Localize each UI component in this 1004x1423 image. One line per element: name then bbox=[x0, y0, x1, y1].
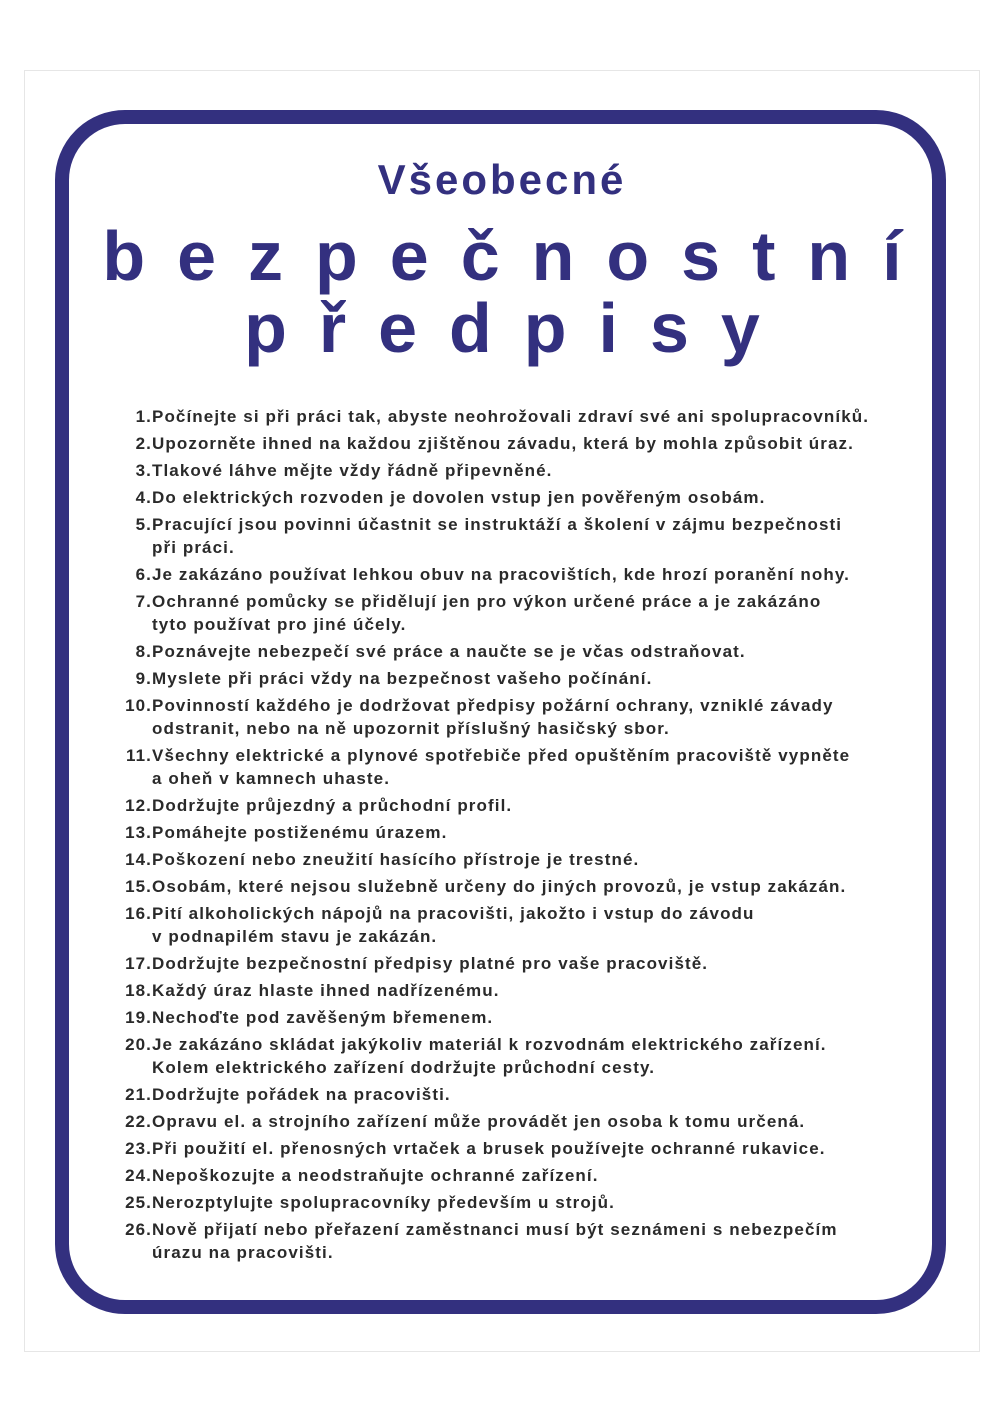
title-line-1: Všeobecné bbox=[377, 156, 627, 203]
rule-item-7 bbox=[114, 590, 934, 636]
rule-number: 8. bbox=[135, 642, 152, 661]
rule-text: Poznávejte nebezpečí své práce a naučte se je včas odstraňovat. bbox=[152, 642, 746, 661]
rule-item-3 bbox=[114, 459, 934, 482]
rule-item-13 bbox=[114, 821, 934, 844]
rule-item-6 bbox=[114, 563, 934, 586]
rule-text: Každý úraz hlaste ihned nadřízenému. bbox=[152, 981, 500, 1000]
rule-text: Je zakázáno skládat jakýkoliv materiál k rozvodnám elektrického zařízení. Kolem elektrického zařízení dodržujte průchodní cesty. bbox=[152, 1035, 827, 1077]
rule-item-21 bbox=[114, 1083, 934, 1106]
rule-text: Počínejte si při práci tak, abyste neohrožovali zdraví své ani spolupracovníků. bbox=[152, 407, 870, 426]
rule-number: 12. bbox=[125, 796, 152, 815]
rule-item-2 bbox=[114, 432, 934, 455]
rule-item-11 bbox=[114, 744, 934, 790]
rule-number: 4. bbox=[135, 488, 152, 507]
rule-number: 14. bbox=[125, 850, 152, 869]
rule-item-17 bbox=[114, 952, 934, 975]
rule-text: Při použití el. přenosných vrtaček a brusek používejte ochranné rukavice. bbox=[152, 1139, 826, 1158]
rule-number: 16. bbox=[125, 904, 152, 923]
rule-text: Nechoďte pod zavěšeným břemenem. bbox=[152, 1008, 494, 1027]
rule-item-4 bbox=[114, 486, 934, 509]
rule-item-14 bbox=[114, 848, 934, 871]
rule-number: 26. bbox=[125, 1220, 152, 1239]
rule-text: Nerozptylujte spolupracovníky především u strojů. bbox=[152, 1193, 615, 1212]
rule-number: 5. bbox=[135, 515, 152, 534]
rule-item-18 bbox=[114, 979, 934, 1002]
rule-item-22 bbox=[114, 1110, 934, 1133]
rule-number: 18. bbox=[125, 981, 152, 1000]
rule-text: Je zakázáno používat lehkou obuv na pracovištích, kde hrozí poranění nohy. bbox=[152, 565, 850, 584]
rule-number: 10. bbox=[125, 696, 152, 715]
rule-number: 24. bbox=[125, 1166, 152, 1185]
rule-item-10 bbox=[114, 694, 934, 740]
rule-item-16 bbox=[114, 902, 934, 948]
rule-text: Dodržujte bezpečnostní předpisy platné pro vaše pracoviště. bbox=[152, 954, 709, 973]
rule-number: 1. bbox=[135, 407, 152, 426]
title-line-2: bezpečnostní bbox=[102, 217, 934, 295]
rule-item-24 bbox=[114, 1164, 934, 1187]
rule-item-15 bbox=[114, 875, 934, 898]
rule-text: Poškození nebo zneužití hasícího přístroje je trestné. bbox=[152, 850, 640, 869]
rule-text: Pomáhejte postiženému úrazem. bbox=[152, 823, 448, 842]
rule-number: 21. bbox=[125, 1085, 152, 1104]
rule-item-26 bbox=[114, 1218, 934, 1264]
rule-number: 22. bbox=[125, 1112, 152, 1131]
rule-item-1 bbox=[114, 405, 934, 428]
rule-number: 6. bbox=[135, 565, 152, 584]
rule-text: Nepoškozujte a neodstraňujte ochranné zařízení. bbox=[152, 1166, 599, 1185]
rule-number: 15. bbox=[125, 877, 152, 896]
rule-text: Povinností každého je dodržovat předpisy požární ochrany, vzniklé závady odstranit, nebo na ně upozornit příslušný hasičský sbor. bbox=[152, 696, 834, 738]
rule-item-23 bbox=[114, 1137, 934, 1160]
rule-text: Dodržujte průjezdný a průchodní profil. bbox=[152, 796, 513, 815]
rule-item-8 bbox=[114, 640, 934, 663]
rule-text: Tlakové láhve mějte vždy řádně připevněné. bbox=[152, 461, 553, 480]
rules-list bbox=[114, 405, 934, 1268]
rule-item-25 bbox=[114, 1191, 934, 1214]
rule-number: 2. bbox=[135, 434, 152, 453]
rule-item-12 bbox=[114, 794, 934, 817]
rule-item-20 bbox=[114, 1033, 934, 1079]
rule-number: 25. bbox=[125, 1193, 152, 1212]
rule-text: Ochranné pomůcky se přidělují jen pro výkon určené práce a je zakázáno tyto používat pro jiné účely. bbox=[152, 592, 822, 634]
rule-text: Opravu el. a strojního zařízení může provádět jen osoba k tomu určená. bbox=[152, 1112, 806, 1131]
rule-text: Pití alkoholických nápojů na pracovišti, jakožto i vstup do závodu v podnapilém stavu je zakázán. bbox=[152, 904, 755, 946]
rule-text: Upozorněte ihned na každou zjištěnou závadu, která by mohla způsobit úraz. bbox=[152, 434, 854, 453]
rule-number: 11. bbox=[126, 746, 152, 765]
rule-text: Do elektrických rozvoden je dovolen vstup jen pověřeným osobám. bbox=[152, 488, 766, 507]
rule-number: 19. bbox=[125, 1008, 152, 1027]
rule-text: Pracující jsou povinni účastnit se instruktáží a školení v zájmu bezpečnosti při práci. bbox=[152, 515, 843, 557]
rule-text: Dodržujte pořádek na pracovišti. bbox=[152, 1085, 451, 1104]
title-line-3: předpisy bbox=[244, 289, 792, 367]
rule-number: 23. bbox=[125, 1139, 152, 1158]
rule-text: Nově přijatí nebo přeřazení zaměstnanci musí být seznámeni s nebezpečím úrazu na pracovišti. bbox=[152, 1220, 838, 1262]
rule-number: 13. bbox=[125, 823, 152, 842]
rule-item-5 bbox=[114, 513, 934, 559]
rule-number: 9. bbox=[135, 669, 152, 688]
rule-number: 7. bbox=[135, 592, 152, 611]
rule-text: Všechny elektrické a plynové spotřebiče před opuštěním pracoviště vypněte a oheň v kamnech uhaste. bbox=[152, 746, 851, 788]
rule-text: Osobám, které nejsou služebně určeny do jiných provozů, je vstup zakázán. bbox=[152, 877, 847, 896]
rule-number: 17. bbox=[125, 954, 152, 973]
rule-item-9 bbox=[114, 667, 934, 690]
rule-number: 20. bbox=[125, 1035, 152, 1054]
rule-number: 3. bbox=[135, 461, 152, 480]
rule-text: Myslete při práci vždy na bezpečnost vašeho počínání. bbox=[152, 669, 653, 688]
rule-item-19 bbox=[114, 1006, 934, 1029]
